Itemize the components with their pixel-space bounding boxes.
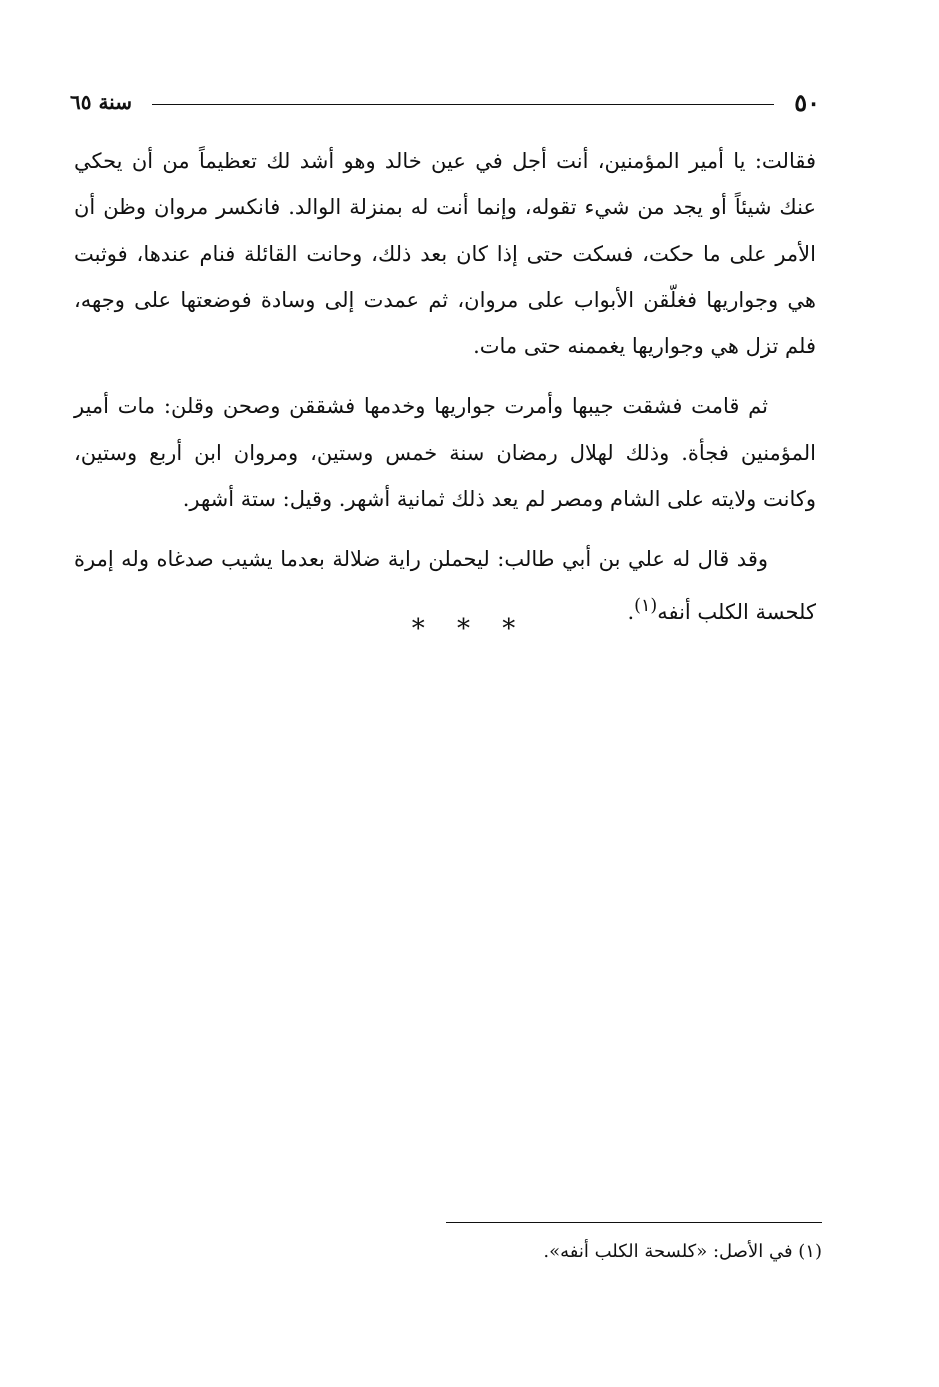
running-title: سنة ٦٥ bbox=[70, 90, 132, 114]
page-number: ٥٠ bbox=[794, 87, 820, 117]
paragraph: فقالت: يا أمير المؤمنين، أنت أجل في عين خالد وهو أشد لك تعظيماً من أن يحكي عنك شيئاً أو يجد من شيء تقوله، وإنما أنت له بمنزلة الوالد. فانكسر مروان وظن أن الأمر على ما حكت، فسكت حتى إذا كان بعد ذلك، وحانت القائلة فنام عندها، فوثبت هي وجواريها فغلّقن الأبواب على مروان، ثم عمدت إلى وسادة فوضعتها على وجهه، فلم تزل هي وجواريها يغممنه حتى مات. bbox=[74, 149, 816, 359]
closing-period: . bbox=[627, 599, 635, 624]
body-text bbox=[74, 138, 816, 649]
section-separator: * * * bbox=[411, 614, 528, 644]
paragraph: ثم قامت فشقت جيبها وأمرت جواريها وخدمها فشققن وصحن وقلن: مات أمير المؤمنين فجأة. وذلك لهلال رمضان سنة خمس وستين، ومروان ابن أربع وستين، وكانت ولايته على الشام ومصر لم يعد ذلك ثمانية أشهر. وقيل: ستة أشهر. bbox=[74, 394, 816, 512]
closing-text: وقد قال له علي بن أبي طالب: ليحملن راية ضلالة بعدما يشيب صدغاه وله إمرة كلحسة الكلب أنفه bbox=[74, 547, 816, 624]
footnote-rule bbox=[446, 1222, 822, 1223]
footnote-marker: (١) bbox=[634, 595, 658, 616]
header-rule bbox=[152, 104, 774, 105]
footnote: (١) في الأصل: «كلسحة الكلب أنفه». bbox=[543, 1241, 822, 1262]
running-header bbox=[70, 82, 820, 122]
